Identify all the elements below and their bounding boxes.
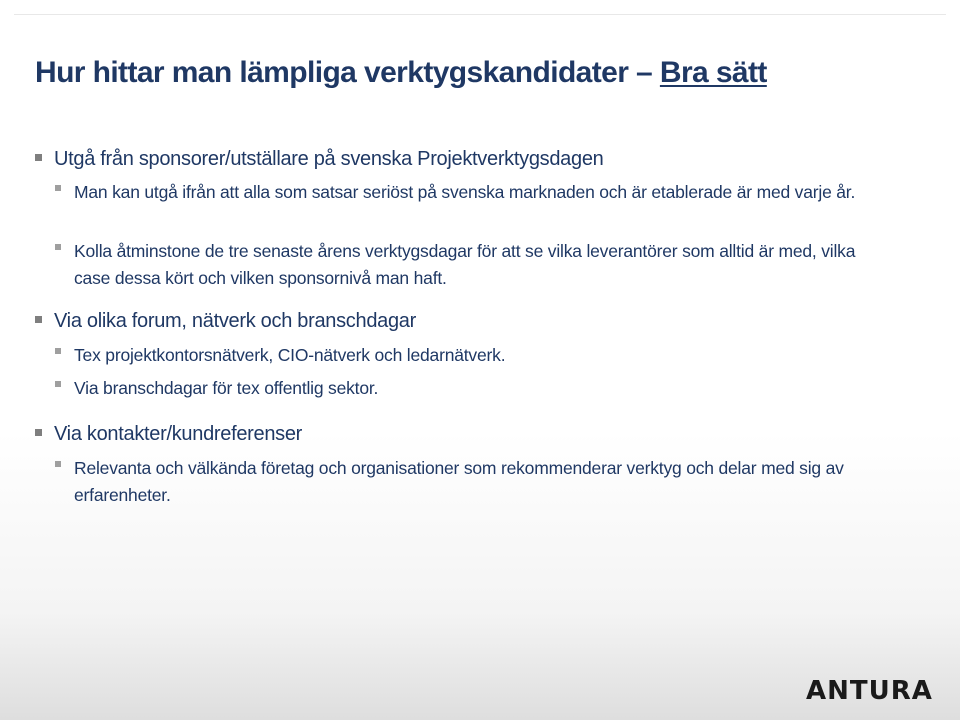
square-bullet-icon <box>55 244 61 250</box>
square-bullet-icon <box>35 316 42 323</box>
list-item <box>55 342 895 369</box>
section-heading-text: Via olika forum, nätverk och branschdagar <box>54 310 416 332</box>
list-item <box>55 238 895 292</box>
list-item-text: Tex projektkontorsnätverk, CIO-nätverk och ledarnätverk. <box>74 345 506 365</box>
section-heading-1 <box>35 146 875 172</box>
list-item-text: Kolla åtminstone de tre senaste årens verktygsdagar för att se vilka leverantörer som alltid är med, vilka case dessa kört och vilken sponsornivå man haft. <box>74 241 856 288</box>
antura-logo: ANTURA <box>806 676 933 706</box>
square-bullet-icon <box>35 429 42 436</box>
square-bullet-icon <box>55 461 61 467</box>
square-bullet-icon <box>55 185 61 191</box>
slide-title <box>35 56 935 90</box>
section-heading-3 <box>35 421 875 447</box>
list-item <box>55 179 895 206</box>
list-item <box>55 455 925 509</box>
section-heading-2 <box>35 308 875 334</box>
square-bullet-icon <box>35 154 42 161</box>
square-bullet-icon <box>55 348 61 354</box>
list-item <box>55 375 895 402</box>
section-heading-text: Via kontakter/kundreferenser <box>54 423 303 445</box>
list-item-text: Via branschdagar för tex offentlig sektor. <box>74 378 379 398</box>
square-bullet-icon <box>55 381 61 387</box>
list-item-text: Man kan utgå ifrån att alla som satsar seriöst på svenska marknaden och är etablerade är med varje år. <box>74 182 856 202</box>
list-item-text: Relevanta och välkända företag och organisationer som rekommenderar verktyg och delar med sig av erfarenheter. <box>74 458 844 505</box>
slide-title-underlined: Bra sätt <box>659 56 767 89</box>
slide-title-main: Hur hittar man lämpliga verktygskandidater – <box>35 56 653 89</box>
section-heading-text: Utgå från sponsorer/utställare på svenska Projektverktygsdagen <box>54 148 604 170</box>
